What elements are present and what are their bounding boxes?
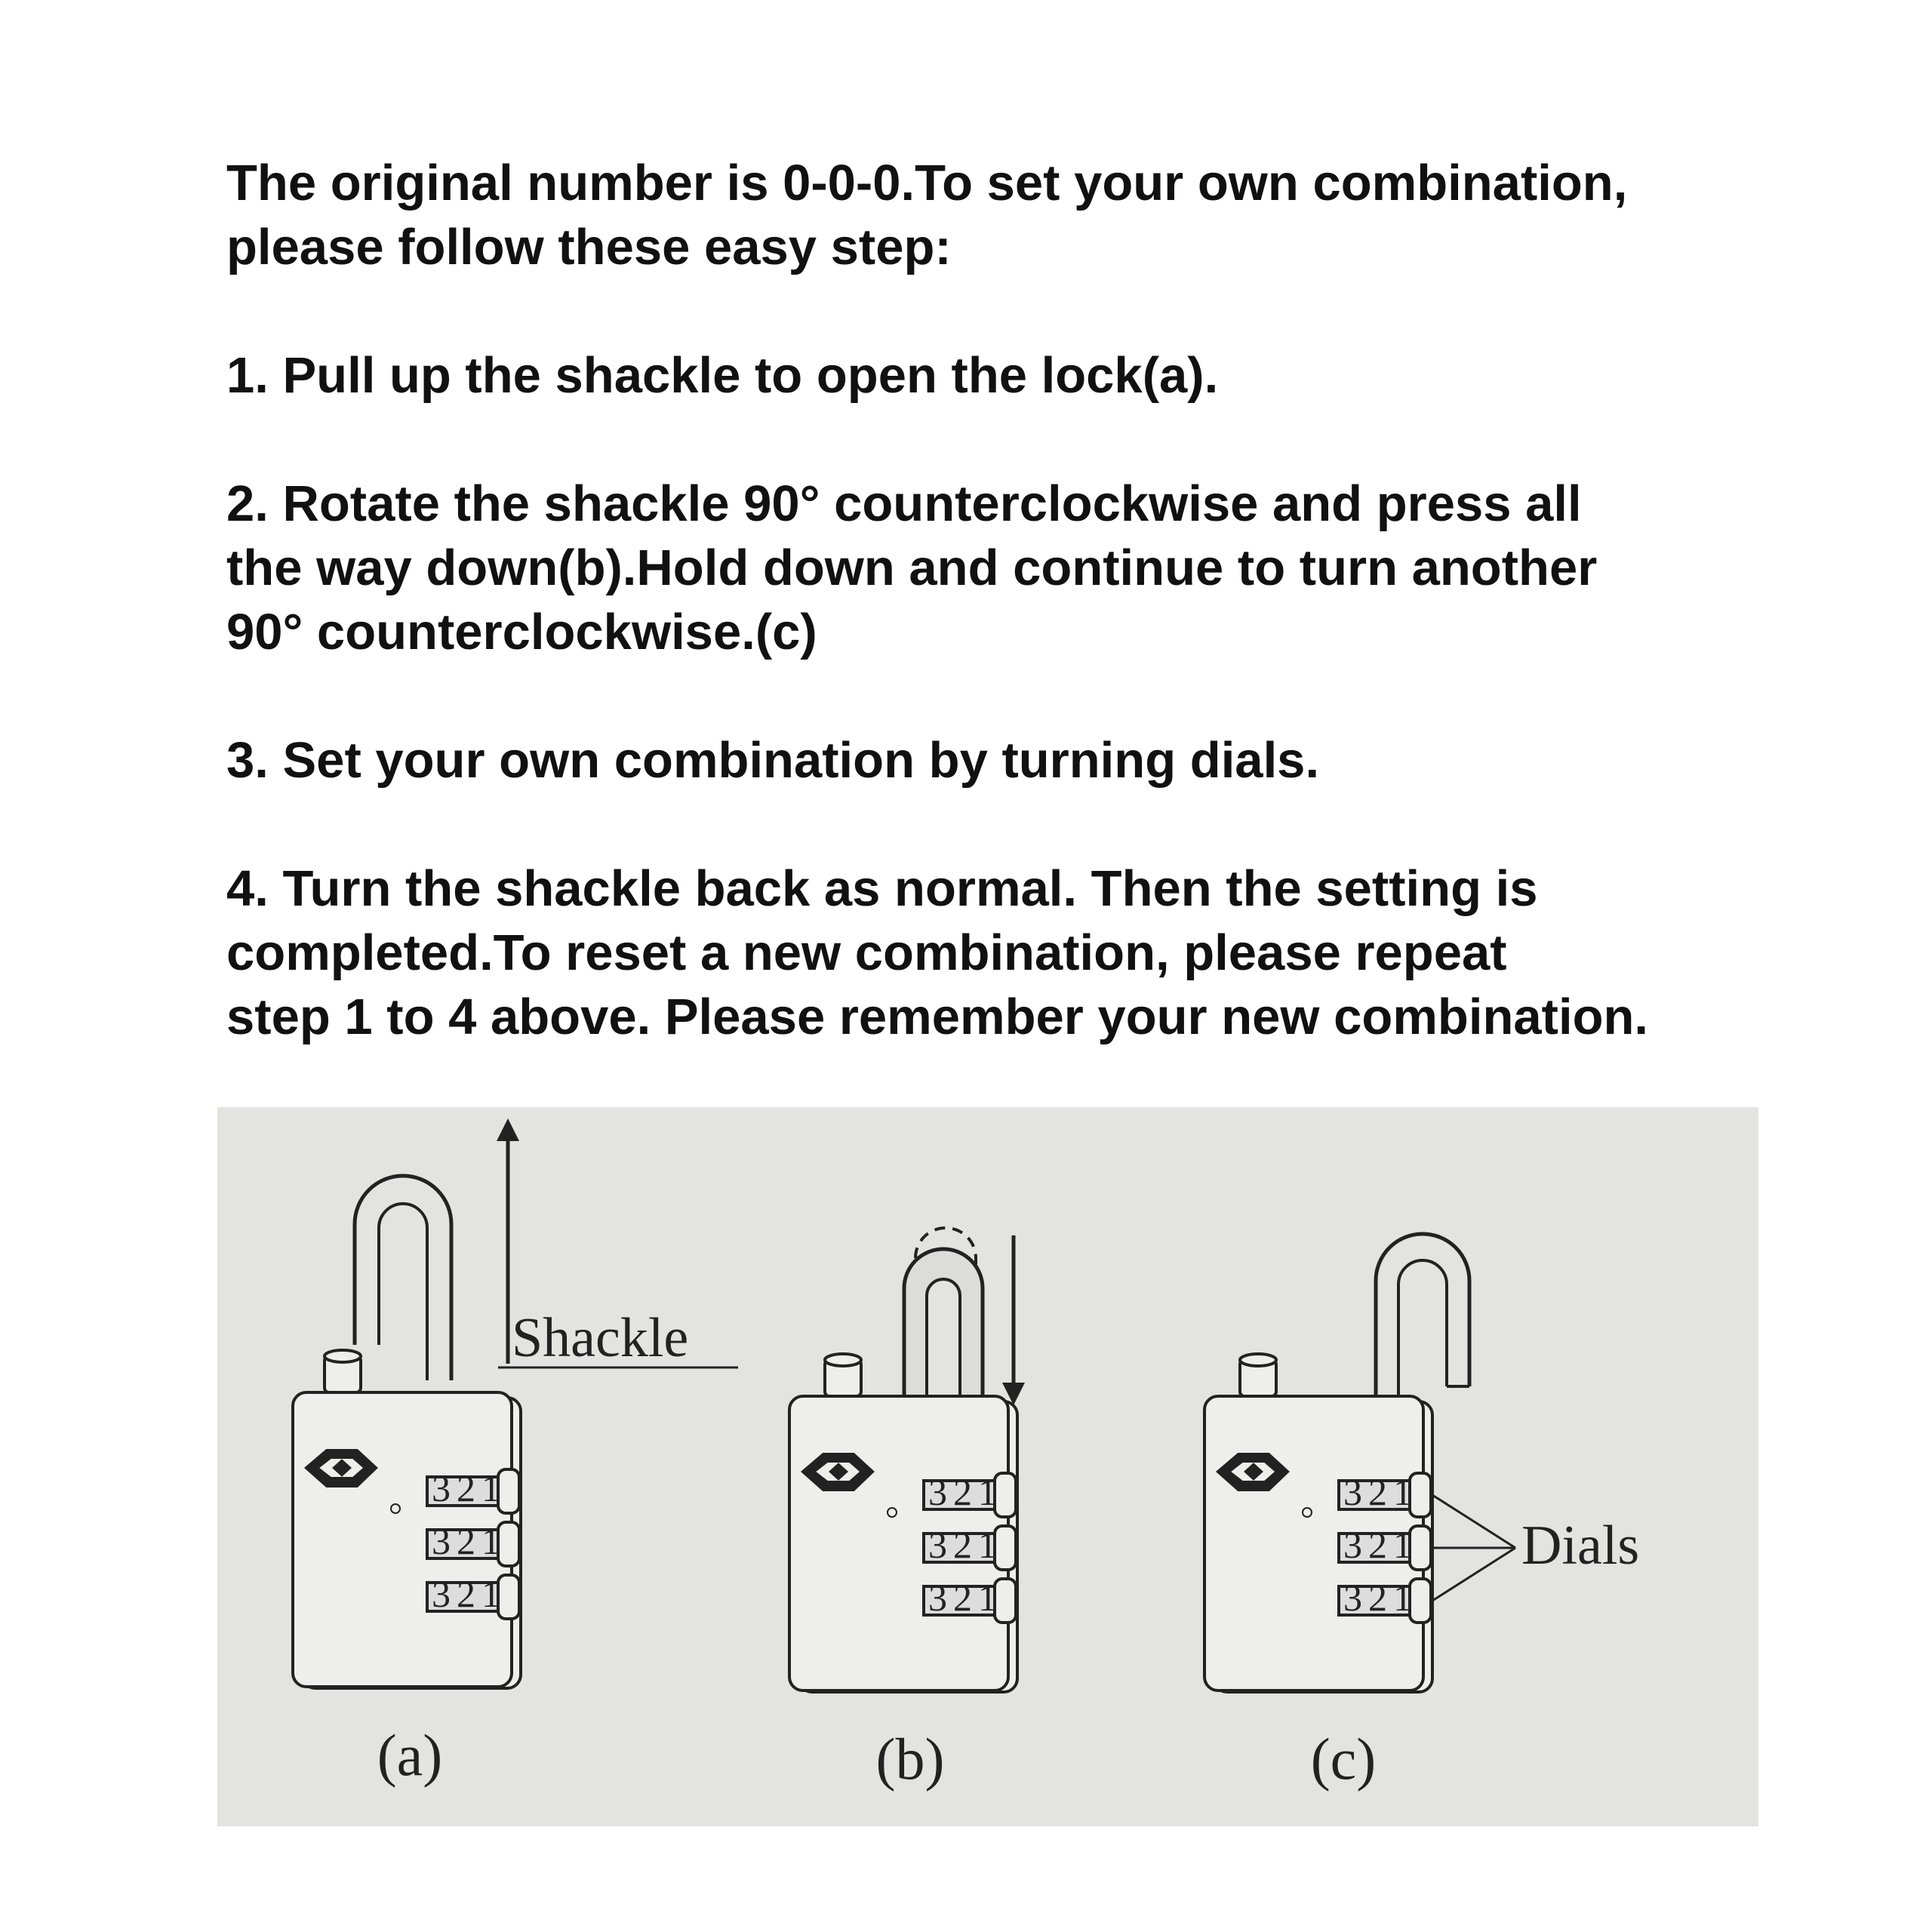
dial-digits-b bbox=[928, 1471, 997, 1619]
dial-digit: 2 bbox=[953, 1471, 972, 1513]
step-1: 1. Pull up the shackle to open the lock(a). bbox=[226, 347, 1219, 404]
lock-diagram-figure bbox=[217, 1107, 1758, 1826]
dial-digit: 2 bbox=[953, 1524, 972, 1566]
dial-digit: 3 bbox=[928, 1577, 947, 1619]
dial-digit: 1 bbox=[978, 1577, 997, 1619]
instructions bbox=[226, 151, 1811, 1049]
dial-digit: 3 bbox=[432, 1573, 451, 1615]
dial-digit: 3 bbox=[432, 1520, 451, 1562]
dial-digit: 3 bbox=[1343, 1577, 1362, 1619]
lock-b bbox=[789, 1228, 1017, 1692]
step-3: 3. Set your own combination by turning dials. bbox=[226, 732, 1320, 789]
dial-digit: 2 bbox=[953, 1577, 972, 1619]
dial-digits-c bbox=[1343, 1471, 1412, 1619]
lock-a bbox=[293, 1130, 738, 1688]
dials-label: Dials bbox=[1521, 1515, 1640, 1577]
dial-digit: 1 bbox=[1393, 1524, 1412, 1566]
caption-a: (a) bbox=[377, 1722, 443, 1788]
dial-digit: 1 bbox=[1393, 1577, 1412, 1619]
dial-digit: 1 bbox=[481, 1573, 500, 1615]
caption-c: (c) bbox=[1310, 1726, 1377, 1792]
lock-diagram bbox=[217, 1107, 1758, 1826]
dial-digit: 2 bbox=[1368, 1471, 1387, 1513]
dial-digit: 2 bbox=[1368, 1577, 1387, 1619]
dial-digit: 2 bbox=[457, 1467, 475, 1509]
lock-c bbox=[1204, 1234, 1515, 1692]
dial-digit: 2 bbox=[457, 1573, 475, 1615]
caption-b: (b) bbox=[875, 1726, 945, 1792]
dial-digit: 3 bbox=[432, 1467, 451, 1509]
step-4: 4. Turn the shackle back as normal. Then the setting is completed.To reset a new combination, please repeat step 1 to 4 above. Please remember your new combination. bbox=[226, 860, 1649, 1045]
step-2: 2. Rotate the shackle 90° counterclockwise and press all the way down(b).Hold down and continue to turn another 90° counterclockwise.(c) bbox=[226, 475, 1598, 660]
dial-digits-a bbox=[432, 1467, 500, 1615]
dial-digit: 3 bbox=[928, 1471, 947, 1513]
dial-digit: 2 bbox=[457, 1520, 475, 1562]
dial-digit: 3 bbox=[1343, 1471, 1362, 1513]
dial-digit: 2 bbox=[1368, 1524, 1387, 1566]
shackle-label: Shackle bbox=[512, 1307, 689, 1369]
dial-digit: 1 bbox=[1393, 1471, 1412, 1513]
dial-digit: 1 bbox=[978, 1471, 997, 1513]
shackle-a bbox=[355, 1176, 451, 1380]
intro-text: The original number is 0-0-0.To set your own combination, please follow these easy step: bbox=[226, 155, 1628, 275]
dial-digit: 3 bbox=[928, 1524, 947, 1566]
dial-digit: 1 bbox=[481, 1467, 500, 1509]
dial-digit: 3 bbox=[1343, 1524, 1362, 1566]
dial-digit: 1 bbox=[978, 1524, 997, 1566]
dial-digit: 1 bbox=[481, 1520, 500, 1562]
